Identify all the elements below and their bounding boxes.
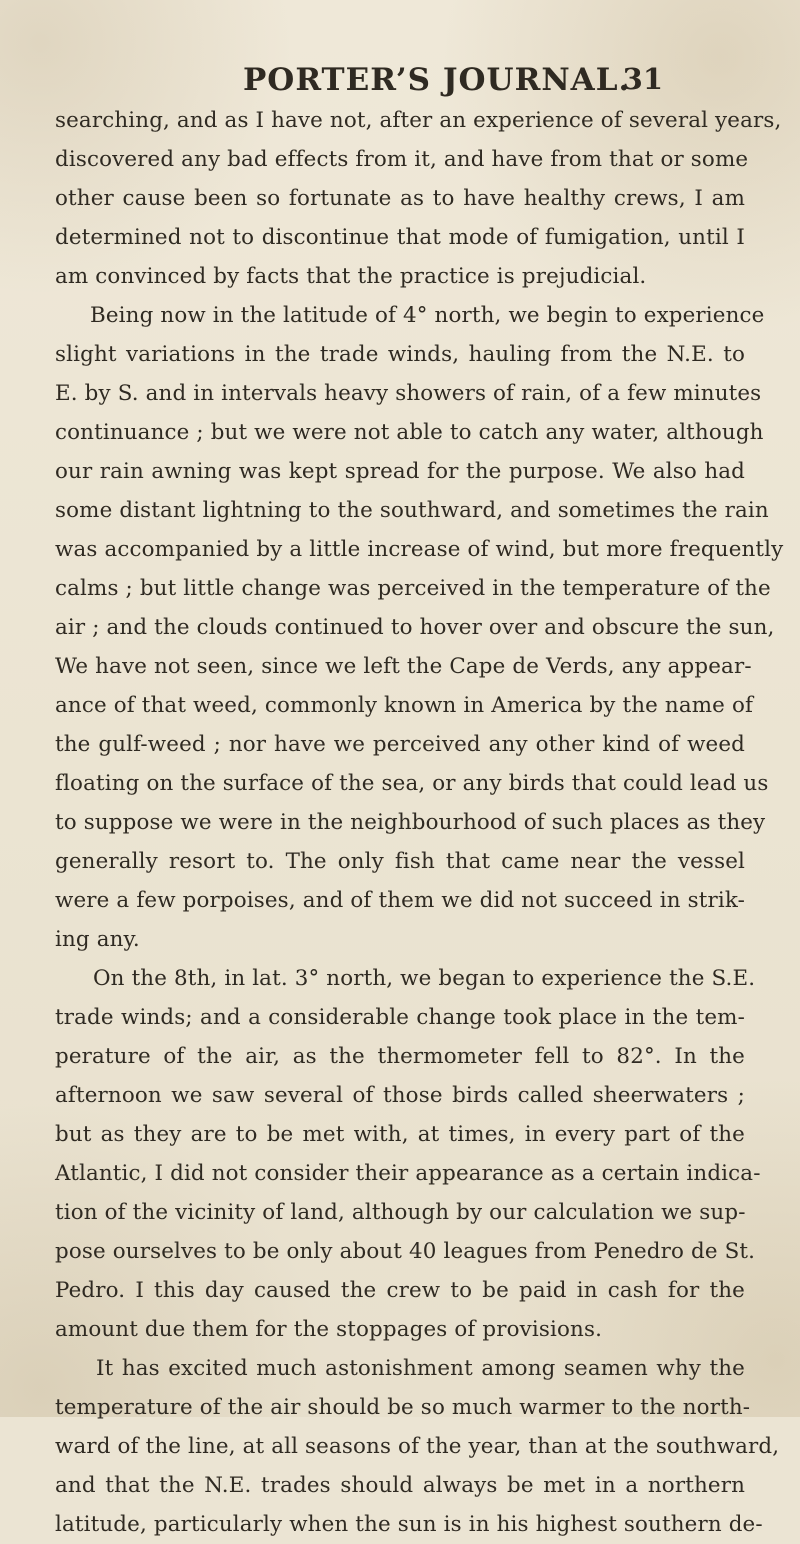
paragraph-end-line: ing any. [55, 927, 140, 952]
text-line: was accompanied by a little increase of wind, but more frequently [55, 537, 784, 562]
text-line: to suppose we were in the neighbourhood of such places as they [55, 810, 766, 835]
text-line: our rain awning was kept spread for the purpose. We also had [55, 459, 745, 484]
text-line: trade winds; and a considerable change took place in the tem- [55, 1005, 745, 1030]
text-line: continuance ; but we were not able to catch any water, although [55, 420, 764, 445]
paragraph-start-line: On the 8th, in lat. 3° north, we began to experience the S.E. [93, 966, 756, 991]
text-line: pose ourselves to be only about 40 leagues from Penedro de St. [55, 1239, 756, 1264]
paragraph-end-line: am convinced by facts that the practice is prejudicial. [55, 264, 647, 289]
text-line: ance of that weed, commonly known in America by the name of [55, 693, 754, 718]
running-title: PORTER’S JOURNAL. [243, 62, 631, 98]
text-line: searching, and as I have not, after an experience of several years, [55, 108, 782, 133]
text-line: air ; and the clouds continued to hover over and obscure the sun, [55, 615, 775, 640]
text-line: discovered any bad effects from it, and have from that or some [55, 147, 749, 172]
text-line: slight variations in the trade winds, hauling from the N.E. to [55, 342, 745, 367]
text-line: generally resort to. The only fish that came near the vessel [55, 849, 745, 874]
text-line: floating on the surface of the sea, or any birds that could lead us [55, 771, 769, 796]
text-line: perature of the air, as the thermometer fell to 82°. In the [55, 1044, 745, 1069]
text-line: some distant lightning to the southward, and sometimes the rain [55, 498, 769, 523]
text-line: but as they are to be met with, at times, in every part of the [55, 1122, 745, 1147]
text-line: the gulf-weed ; nor have we perceived any other kind of weed [55, 732, 745, 757]
text-line: and that the N.E. trades should always be met in a northern [55, 1473, 745, 1498]
text-line: Atlantic, I did not consider their appearance as a certain indica- [55, 1161, 761, 1186]
text-line: Pedro. I this day caused the crew to be paid in cash for the [55, 1278, 745, 1303]
text-line: other cause been so fortunate as to have healthy crews, I am [55, 186, 745, 211]
text-line: temperature of the air should be so much warmer to the north- [55, 1395, 751, 1420]
text-line: ward of the line, at all seasons of the year, than at the southward, [55, 1434, 780, 1459]
text-line: E. by S. and in intervals heavy showers of rain, of a few minutes [55, 381, 762, 406]
text-line: tion of the vicinity of land, although by our calculation we sup- [55, 1200, 746, 1225]
text-line: were a few porpoises, and of them we did not succeed in strik- [55, 888, 745, 913]
journal-text [55, 101, 784, 1544]
text-line: calms ; but little change was perceived in the temperature of the [55, 576, 771, 601]
paragraph-end-line: amount due them for the stoppages of provisions. [55, 1317, 603, 1342]
page-number: 31 [622, 62, 663, 96]
page-header [243, 62, 663, 102]
text-line: determined not to discontinue that mode of fumigation, until I [55, 225, 745, 250]
paragraph-start-line: It has excited much astonishment among seamen why the [96, 1356, 745, 1381]
text-line: We have not seen, since we left the Cape de Verds, any appear- [55, 654, 752, 679]
paragraph-start-line: Being now in the latitude of 4° north, we begin to experience [90, 303, 765, 328]
text-line: latitude, particularly when the sun is in his highest southern de- [55, 1512, 763, 1537]
text-line: afternoon we saw several of those birds called sheerwaters ; [55, 1083, 745, 1108]
